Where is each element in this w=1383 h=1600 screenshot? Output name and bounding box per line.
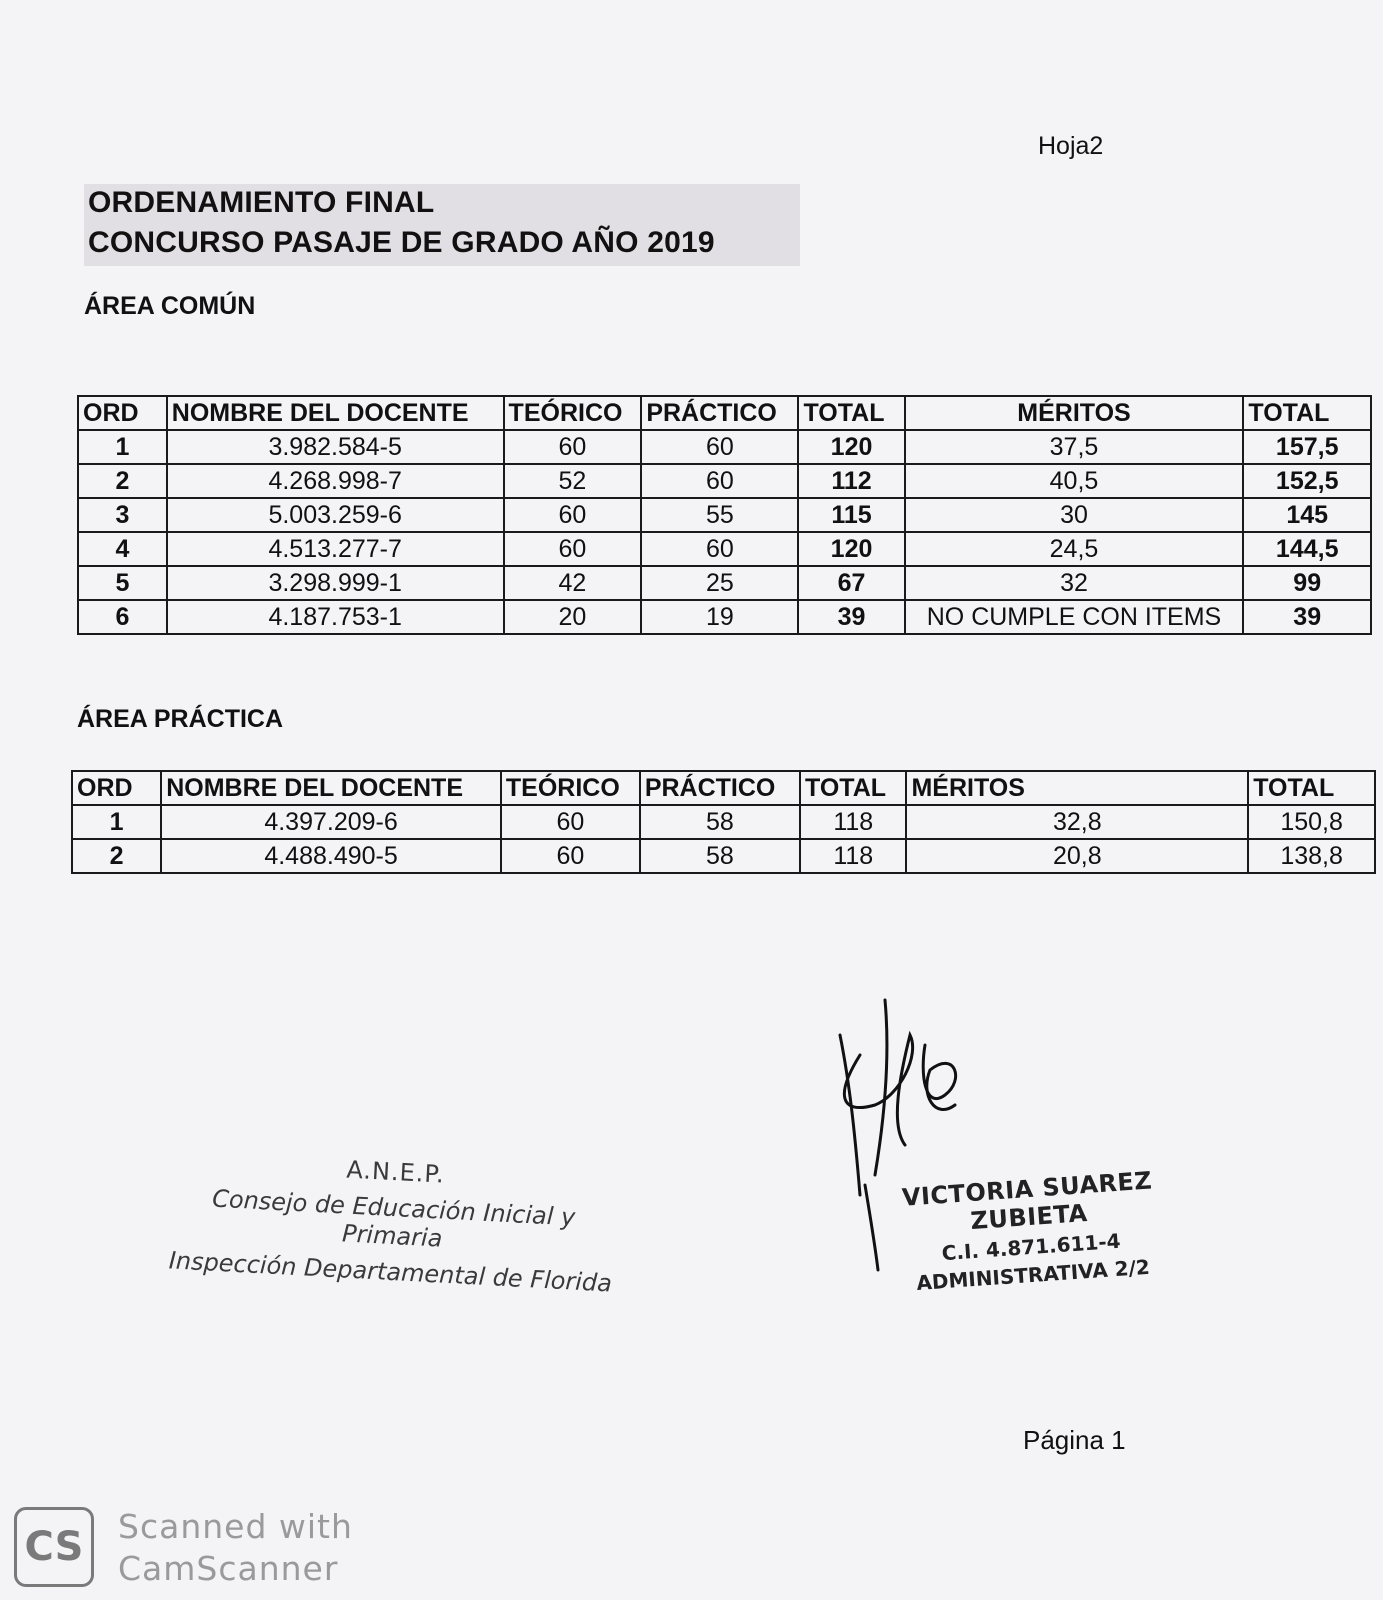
- cell-docente: 4.397.209-6: [161, 805, 501, 839]
- cell-meritos: 37,5: [905, 430, 1244, 464]
- cell-total: 118: [800, 839, 906, 873]
- column-header: TEÓRICO: [501, 771, 640, 805]
- sheet-name: Hoja2: [1038, 132, 1104, 160]
- column-header: MÉRITOS: [906, 771, 1248, 805]
- column-header: TOTAL: [1243, 396, 1371, 430]
- cell-docente: 4.513.277-7: [167, 532, 504, 566]
- cell-total: 120: [798, 532, 904, 566]
- cell-docente: 4.187.753-1: [167, 600, 504, 634]
- institution-stamp: [165, 1146, 621, 1297]
- cell-total: 112: [798, 464, 904, 498]
- document-subtitle: CONCURSO PASAJE DE GRADO AÑO 2019: [88, 226, 715, 259]
- camscanner-logo-icon: CS: [14, 1507, 94, 1587]
- cell-total-final: 39: [1243, 600, 1371, 634]
- area-practica-table: [71, 770, 1376, 874]
- document-title: ORDENAMIENTO FINAL: [88, 186, 435, 219]
- cell-teorico: 42: [504, 566, 642, 600]
- cell-practico: 60: [641, 532, 798, 566]
- signatory-role: ADMINISTRATIVA 2/2: [915, 1254, 1151, 1296]
- column-header: TOTAL: [1248, 771, 1375, 805]
- cell-teorico: 52: [504, 464, 642, 498]
- table-row: [78, 600, 1371, 634]
- table-header-row: [72, 771, 1375, 805]
- page-number: Página 1: [1023, 1425, 1126, 1455]
- cell-total-final: 145: [1243, 498, 1371, 532]
- cell-ord: 6: [78, 600, 167, 634]
- cell-total-final: 152,5: [1243, 464, 1371, 498]
- cell-total: 120: [798, 430, 904, 464]
- cell-teorico: 60: [501, 805, 640, 839]
- stamp-line-2: Consejo de Educación Inicial y Primaria: [211, 1184, 576, 1253]
- column-header: TOTAL: [798, 396, 904, 430]
- cell-ord: 3: [78, 498, 167, 532]
- cell-total-final: 144,5: [1243, 532, 1371, 566]
- table-row: [78, 464, 1371, 498]
- cell-teorico: 60: [504, 430, 642, 464]
- cell-teorico: 60: [504, 532, 642, 566]
- cell-docente: 4.488.490-5: [161, 839, 501, 873]
- cell-total-final: 157,5: [1243, 430, 1371, 464]
- signatory-block: [876, 1165, 1183, 1298]
- table-row: [78, 566, 1371, 600]
- cell-ord: 2: [78, 464, 167, 498]
- cell-ord: 1: [78, 430, 167, 464]
- table-row: [72, 805, 1375, 839]
- watermark-line-1: Scanned with: [118, 1507, 353, 1546]
- cell-practico: 19: [641, 600, 798, 634]
- table-header-row: [78, 396, 1371, 430]
- cell-ord: 4: [78, 532, 167, 566]
- cell-meritos: 40,5: [905, 464, 1244, 498]
- cell-total: 115: [798, 498, 904, 532]
- cell-meritos: 24,5: [905, 532, 1244, 566]
- cell-ord: 2: [72, 839, 161, 873]
- camscanner-watermark: [14, 1503, 359, 1593]
- column-header: ORD: [78, 396, 167, 430]
- section-title-area-practica: ÁREA PRÁCTICA: [77, 705, 284, 733]
- cell-teorico: 60: [501, 839, 640, 873]
- table-row: [72, 839, 1375, 873]
- cell-meritos: 32: [905, 566, 1244, 600]
- cell-meritos: NO CUMPLE CON ITEMS: [905, 600, 1244, 634]
- signatory-id: C.I. 4.871.611-4: [940, 1228, 1122, 1266]
- column-header: MÉRITOS: [905, 396, 1244, 430]
- column-header: ORD: [72, 771, 161, 805]
- cell-teorico: 20: [504, 600, 642, 634]
- watermark-line-2: CamScanner: [118, 1549, 339, 1588]
- stamp-line-1: A.N.E.P.: [345, 1155, 446, 1189]
- cell-practico: 60: [641, 430, 798, 464]
- cell-meritos: 32,8: [906, 805, 1248, 839]
- area-comun-table: [77, 395, 1372, 635]
- cell-teorico: 60: [504, 498, 642, 532]
- cell-practico: 55: [641, 498, 798, 532]
- cell-ord: 5: [78, 566, 167, 600]
- cell-practico: 58: [640, 839, 800, 873]
- cell-ord: 1: [72, 805, 161, 839]
- table-row: [78, 430, 1371, 464]
- column-header: TEÓRICO: [504, 396, 642, 430]
- cell-docente: 4.268.998-7: [167, 464, 504, 498]
- column-header: PRÁCTICO: [641, 396, 798, 430]
- cell-practico: 60: [641, 464, 798, 498]
- cell-practico: 25: [641, 566, 798, 600]
- stamp-line-3: Inspección Departamental de Florida: [168, 1246, 613, 1298]
- table-row: [78, 498, 1371, 532]
- cell-meritos: 20,8: [906, 839, 1248, 873]
- cell-total-final: 138,8: [1248, 839, 1375, 873]
- column-header: PRÁCTICO: [640, 771, 800, 805]
- section-title-area-comun: ÁREA COMÚN: [84, 292, 256, 320]
- cell-total-final: 150,8: [1248, 805, 1375, 839]
- cell-docente: 3.982.584-5: [167, 430, 504, 464]
- cell-total: 67: [798, 566, 904, 600]
- cell-total: 39: [798, 600, 904, 634]
- signatory-name: VICTORIA SUAREZ ZUBIETA: [901, 1166, 1154, 1236]
- table-row: [78, 532, 1371, 566]
- column-header: NOMBRE DEL DOCENTE: [161, 771, 501, 805]
- cell-practico: 58: [640, 805, 800, 839]
- column-header: NOMBRE DEL DOCENTE: [167, 396, 504, 430]
- cell-docente: 5.003.259-6: [167, 498, 504, 532]
- cell-docente: 3.298.999-1: [167, 566, 504, 600]
- cell-meritos: 30: [905, 498, 1244, 532]
- cell-total-final: 99: [1243, 566, 1371, 600]
- cell-total: 118: [800, 805, 906, 839]
- column-header: TOTAL: [800, 771, 906, 805]
